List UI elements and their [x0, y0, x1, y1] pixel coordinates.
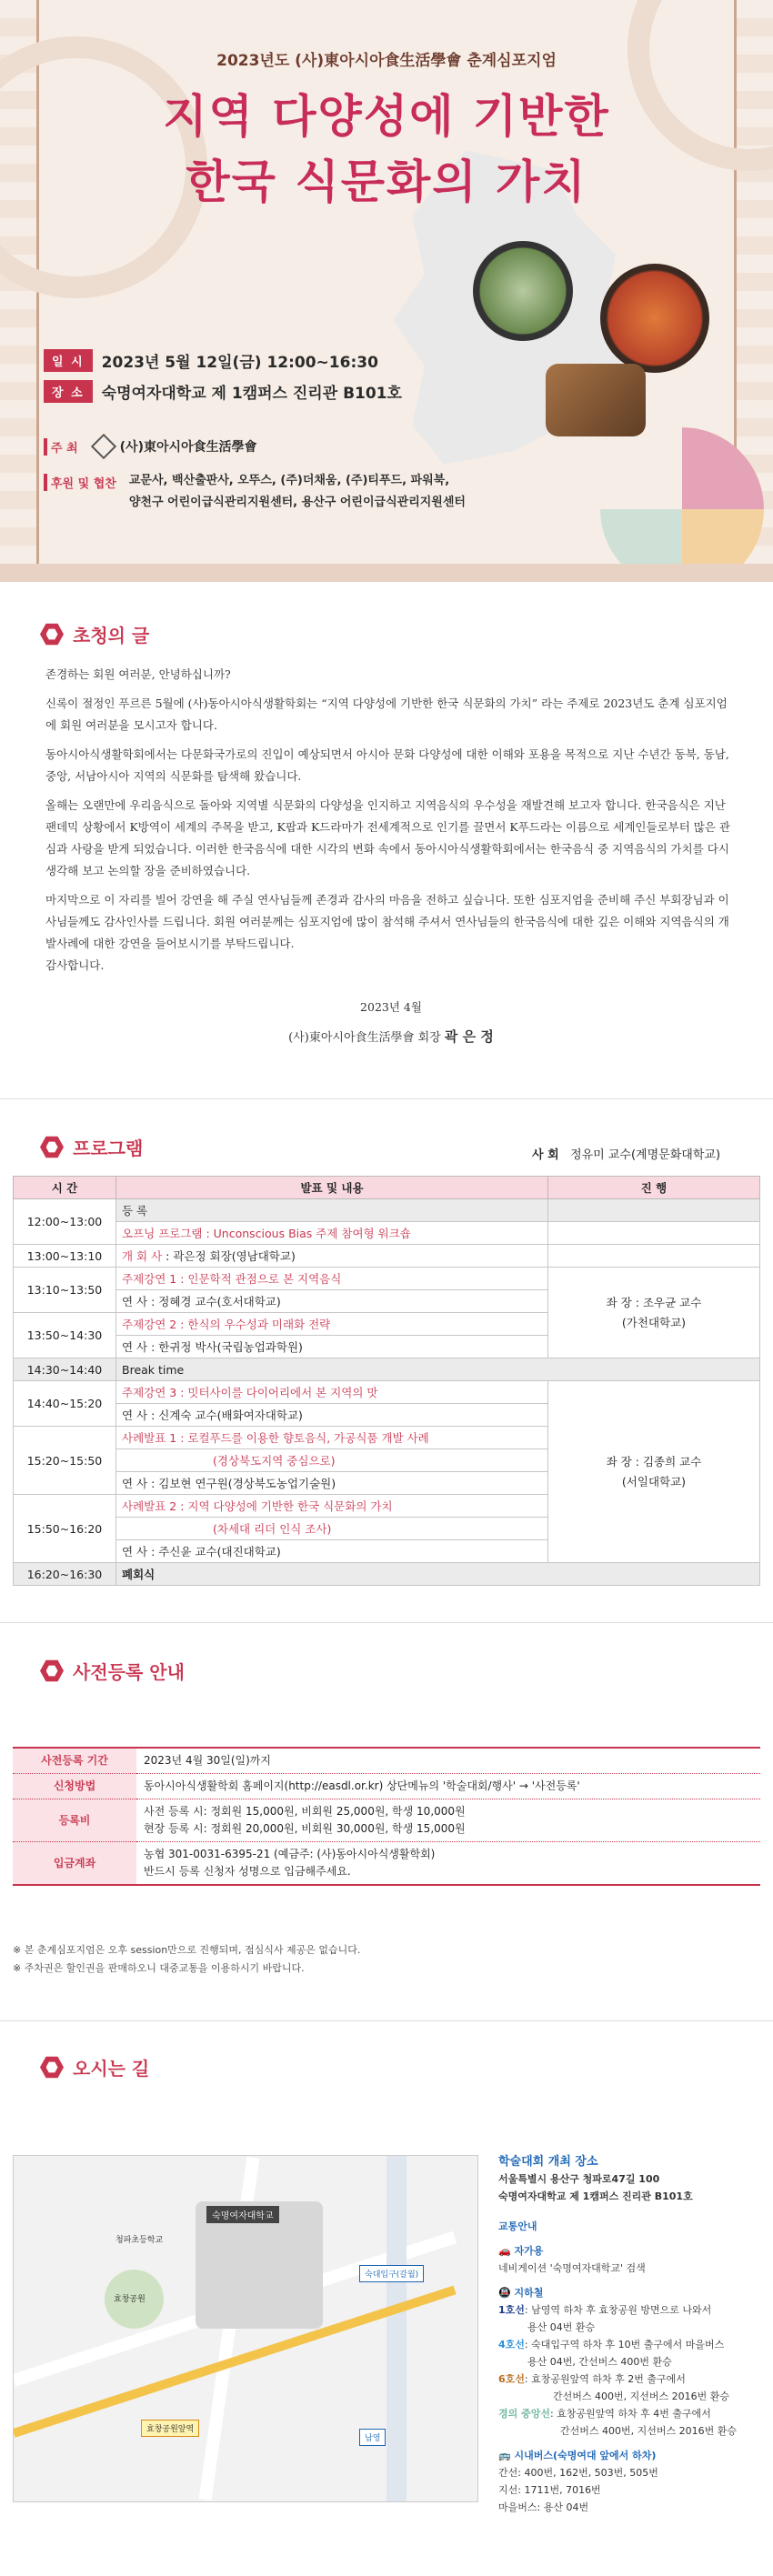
bus-icon: 🚌 — [498, 2450, 511, 2461]
speaker-text: : 김보현 연구원(경상북도농업기술원) — [147, 1477, 336, 1490]
letter-paragraph: 동아시아식생활학회에서는 다문화국가로의 진입이 예상되면서 아시아 문화 다양성에 대한 이해와 포용을 목적으로 지난 수년간 동북, 동남, 중앙, 서남아시아 지역의 식문화를 탐색해 왔습니다. — [45, 747, 729, 783]
table-row — [14, 1222, 760, 1245]
table-row — [14, 1358, 760, 1381]
time-cell: 14:40~15:20 — [14, 1381, 116, 1427]
hexagon-icon — [40, 623, 64, 647]
table-row — [14, 1381, 760, 1404]
method-label: 신청방법 — [13, 1774, 136, 1799]
note-line: ※ 본 춘계심포지엄은 오후 session만으로 진행되며, 점심식사 제공은 없습니다. — [13, 1944, 361, 1956]
map-label: 청파초등학교 — [115, 2236, 164, 2245]
chair-affiliation: (가천대학교) — [621, 1315, 687, 1329]
signature-name: 곽 은 정 — [444, 1028, 494, 1045]
content-cell: 등 록 — [116, 1199, 548, 1222]
host-row — [44, 437, 257, 456]
venue-title: 학술대회 개최 장소 — [498, 2155, 598, 2169]
account-line: 반드시 등록 신청자 성명으로 입금해주세요. — [144, 1865, 351, 1878]
car-heading — [498, 2242, 762, 2260]
content-cell: 폐회식 — [116, 1563, 760, 1586]
directions-heading — [40, 2054, 149, 2080]
moderator-value: 정유미 교수(계명문화대학교) — [570, 1148, 721, 1162]
session-text: : 밋터사이를 다이어리에서 본 지역의 맛 — [176, 1386, 378, 1399]
session-tag: 사례발표 2 — [122, 1499, 177, 1513]
table-row — [14, 1268, 760, 1290]
host-value: (사)東아시아食生活學會 — [119, 440, 257, 455]
col-time: 시 간 — [14, 1177, 116, 1199]
session-text: : 로컬푸드를 이용한 향토음식, 가공식품 개발 사례 — [176, 1431, 429, 1445]
content-cell: (경상북도지역 중심으로) — [116, 1449, 548, 1472]
map-label: 효창공원 — [114, 2295, 146, 2304]
date-value: 2023년 5월 12일(금) 12:00~16:30 — [101, 354, 378, 372]
station-label: 숙대입구(갈월) — [359, 2265, 424, 2282]
time-cell: 14:30~14:40 — [14, 1358, 116, 1381]
session-tag: 주제강연 1 — [122, 1272, 177, 1286]
bus-line: 마을버스: 용산 04번 — [498, 2501, 589, 2513]
time-cell: 13:50~14:30 — [14, 1313, 116, 1358]
time-cell: 16:20~16:30 — [14, 1563, 116, 1586]
date-label: 일 시 — [44, 349, 93, 372]
account-value — [136, 1842, 760, 1886]
content-cell — [116, 1245, 548, 1268]
map-label-campus: 숙명여자대학교 — [206, 2206, 279, 2223]
line-name: 6호선 — [498, 2373, 525, 2385]
chair-name: 좌 장 : 김종희 교수 — [606, 1454, 702, 1468]
bus-line: 간선: 400번, 162번, 503번, 505번 — [498, 2467, 658, 2479]
program-heading — [40, 1134, 143, 1160]
hexagon-icon — [40, 1659, 64, 1683]
content-cell — [116, 1472, 548, 1495]
subway-line-6 — [498, 2371, 762, 2388]
event-date-row — [44, 349, 378, 372]
content-cell: 오프닝 프로그램 : Unconscious Bias 주제 참여형 워크숍 — [116, 1222, 548, 1245]
subway-heading — [498, 2284, 762, 2301]
letter-greeting: 존경하는 회원 여러분, 안녕하십니까? — [45, 667, 231, 681]
table-row — [14, 1245, 760, 1268]
registration-heading — [40, 1658, 185, 1684]
sponsor-list — [129, 470, 466, 514]
speaker-text: : 주신윤 교수(대진대학교) — [147, 1545, 281, 1559]
sponsor-line: 교문사, 백산출판사, 오뚜스, (주)더채움, (주)티푸드, 파워북, — [128, 474, 450, 487]
speaker-tag: 연 사 — [122, 1545, 148, 1559]
method-value: 동아시아식생활학회 홈페이지(http://easdl.or.kr) 상단메뉴의 '학술대회/행사' → '사전등록' — [136, 1774, 760, 1799]
hexagon-icon — [40, 1136, 64, 1159]
account-line: 농협 301-0031-6395-21 (예금주: (사)동아시아식생활학회) — [144, 1848, 436, 1860]
place-value: 숙명여자대학교 제 1캠퍼스 진리관 B101호 — [101, 385, 402, 403]
table-row — [13, 1842, 760, 1886]
sponsor-line: 양천구 어린이급식관리지원센터, 용산구 어린이급식관리지원센터 — [128, 496, 466, 509]
hexagon-icon — [40, 2056, 64, 2080]
content-cell — [116, 1540, 548, 1563]
period-value: 2023년 4월 30일(일)까지 — [136, 1748, 760, 1774]
hero-banner — [0, 0, 773, 582]
transport-heading: 교통안내 — [498, 2220, 537, 2232]
content-cell — [116, 1313, 548, 1336]
table-header-row — [14, 1177, 760, 1199]
line-text: 간선버스 400번, 지선버스 2016번 환승 — [553, 2391, 729, 2402]
note-line: ※ 주차권은 할인권을 판매하오니 대중교통을 이용하시기 바랍니다. — [13, 1962, 305, 1974]
fan-decoration — [600, 427, 764, 582]
subway-icon: 🚇 — [498, 2287, 511, 2299]
host-label: 주 최 — [44, 438, 85, 456]
speaker-tag: 연 사 — [122, 1408, 148, 1422]
table-row — [13, 1774, 760, 1799]
station-label: 효창공원앞역 — [141, 2420, 199, 2437]
venue-room: 숙명여자대학교 제 1캠퍼스 진리관 B101호 — [498, 2190, 693, 2202]
moderator — [532, 1145, 720, 1162]
table-row — [14, 1199, 760, 1222]
speaker-tag: 연 사 — [122, 1340, 148, 1354]
col-content: 발표 및 내용 — [116, 1177, 548, 1199]
fee-line: 현장 등록 시: 정회원 20,000원, 비회원 30,000원, 학생 15,000원 — [144, 1822, 466, 1835]
car-icon: 🚗 — [498, 2245, 511, 2257]
chair-cell — [548, 1199, 760, 1222]
session-tag: 주제강연 3 — [122, 1386, 177, 1399]
chair-affiliation: (서일대학교) — [621, 1474, 687, 1488]
hero-bottom-band — [0, 564, 773, 582]
content-cell: Break time — [116, 1358, 760, 1381]
letter-paragraph: 마지막으로 이 자리를 빌어 강연을 해 주실 연사님들께 존경과 감사의 마음을 전하고 싶습니다. 또한 심포지엄을 준비해 주신 부회장님과 이사님들께도 감사인사를 드립니다. 회원 여러분께는 심포지엄에 많이 참석해 주셔서 연사님들의 한국음식에 대한 깊은 이해와 지역음식의 개발사례에 대한 강연을 들어보시기를 부탁드립니다. — [45, 893, 729, 950]
speaker-text: : 한귀정 박사(국립농업과학원) — [147, 1340, 303, 1354]
sponsor-label: 후원 및 협찬 — [44, 474, 124, 491]
signature-org: (사)東아시아食生活學會 회장 — [288, 1031, 445, 1045]
content-cell — [116, 1404, 548, 1427]
line-text: 간선버스 400번, 지선버스 2016번 환승 — [560, 2425, 737, 2437]
subway-label: 지하철 — [514, 2287, 544, 2299]
section-divider — [0, 1622, 773, 1623]
speaker-tag: 연 사 — [122, 1295, 148, 1308]
food-bibimbap-image — [473, 241, 573, 341]
line-text: : 숙대입구역 하차 후 10번 출구에서 마을버스 — [524, 2339, 725, 2350]
letter-thanks: 감사합니다. — [45, 958, 105, 972]
line-name: 4호선 — [498, 2339, 525, 2350]
hero-title-line1: 지역 다양성에 기반한 — [163, 90, 610, 143]
content-cell — [116, 1381, 548, 1404]
subway-line-4 — [498, 2336, 762, 2353]
line-text: : 남영역 하차 후 효창공원 방면으로 나와서 — [524, 2304, 712, 2316]
letter-paragraph: 신록이 절정인 푸르른 5월에 (사)동아시아식생활학회는 “지역 다양성에 기반한 한국 식문화의 가치” 라는 주제로 2023년도 춘계 심포지엄에 회원 여러분을 모시고자 합니다. — [45, 697, 728, 732]
line-name: 경의 중앙선 — [498, 2408, 550, 2420]
col-chair: 진 행 — [548, 1177, 760, 1199]
society-logo-icon — [91, 434, 116, 459]
letter-date: 2023년 4월 — [360, 1000, 422, 1014]
food-stew-image — [600, 264, 709, 373]
chair-cell — [548, 1245, 760, 1268]
period-label: 사전등록 기간 — [13, 1748, 136, 1774]
time-cell: 12:00~13:00 — [14, 1199, 116, 1245]
session-text: : 한식의 우수성과 미래화 전략 — [176, 1318, 331, 1331]
location-map[interactable] — [13, 2155, 478, 2502]
fee-value — [136, 1799, 760, 1842]
speaker-tag: 연 사 — [122, 1477, 148, 1490]
content-cell — [116, 1427, 548, 1449]
car-label: 자가용 — [514, 2245, 544, 2257]
map-road — [386, 2156, 407, 2501]
registration-table — [13, 1747, 760, 1886]
content-cell: (차세대 리더 인식 조사) — [116, 1518, 548, 1540]
line-text: : 효창공원앞역 하차 후 2번 출구에서 — [524, 2373, 686, 2385]
chair-name: 좌 장 : 조우균 교수 — [606, 1295, 702, 1309]
section-title: 초청의 글 — [73, 625, 150, 647]
session-tag: 주제강연 2 — [122, 1318, 177, 1331]
chair-cell — [548, 1268, 760, 1358]
content-cell — [116, 1336, 548, 1358]
sponsor-row — [44, 474, 466, 514]
table-row — [14, 1563, 760, 1586]
time-cell: 13:00~13:10 — [14, 1245, 116, 1268]
bus-heading — [498, 2447, 762, 2464]
car-text: 네비게이션 '숙명여자대학교' 검색 — [498, 2262, 646, 2274]
line-name: 1호선 — [498, 2304, 525, 2316]
venue-address: 서울특별시 용산구 청파로47길 100 — [498, 2173, 660, 2185]
section-divider — [0, 1098, 773, 1099]
directions-info — [498, 2153, 762, 2516]
hero-subtitle: 2023년도 (사)東아시아食生活學會 춘계심포지엄 — [216, 52, 557, 70]
time-cell: 13:10~13:50 — [14, 1268, 116, 1313]
table-row — [13, 1748, 760, 1774]
session-tag: 개 회 사 — [122, 1249, 163, 1263]
line-text: 용산 04번 환승 — [527, 2321, 596, 2333]
session-text: : 지역 다양성에 기반한 한국 식문화의 가치 — [176, 1499, 393, 1513]
bus-line: 지선: 1711번, 7016번 — [498, 2484, 601, 2496]
invitation-heading — [40, 621, 149, 647]
moderator-label: 사 회 — [532, 1148, 559, 1162]
subway-line-gyeongui — [498, 2405, 762, 2422]
hero-title-line2: 한국 식문화의 가치 — [186, 155, 587, 208]
line-text: : 효창공원앞역 하차 후 4번 출구에서 — [549, 2408, 711, 2420]
station-label: 남영 — [359, 2429, 386, 2446]
session-text: : 곽은정 회장(영남대학교) — [162, 1249, 296, 1263]
session-text: : 인문학적 관점으로 본 지역음식 — [176, 1272, 342, 1286]
time-cell: 15:20~15:50 — [14, 1427, 116, 1495]
section-title: 프로그램 — [73, 1138, 144, 1159]
account-label: 입금계좌 — [13, 1842, 136, 1886]
section-title: 사전등록 안내 — [73, 1661, 185, 1683]
content-cell — [116, 1495, 548, 1518]
invitation-letter — [45, 664, 737, 1057]
chair-cell — [548, 1222, 760, 1245]
event-place-row — [44, 380, 402, 403]
letter-signature — [45, 1026, 737, 1049]
content-cell — [116, 1290, 548, 1313]
speaker-text: : 정혜경 교수(호서대학교) — [147, 1295, 281, 1308]
bus-label: 시내버스(숙명여대 앞에서 하차) — [514, 2450, 657, 2461]
time-cell: 15:50~16:20 — [14, 1495, 116, 1563]
section-title: 오시는 길 — [73, 2058, 150, 2080]
fee-label: 등록비 — [13, 1799, 136, 1842]
registration-notes — [13, 1941, 360, 1978]
subway-line-1 — [498, 2301, 762, 2319]
line-text: 용산 04번, 간선버스 400번 환승 — [527, 2356, 672, 2368]
session-tag: 사례발표 1 — [122, 1431, 177, 1445]
speaker-text: : 신계숙 교수(배화여자대학교) — [147, 1408, 303, 1422]
chair-cell — [548, 1381, 760, 1563]
letter-paragraph: 올해는 오랜만에 우리음식으로 돌아와 지역별 식문화의 다양성을 인지하고 지역음식의 우수성을 재발견해 보고자 합니다. 한국음식은 지난 팬데믹 상황에서 K방역이 세계의 주목을 받고, K팝과 K드라마가 전세계적으로 인기를 끌면서 K푸드라는 이름으로 세계인들로부터 많은 관심과 사랑을 받게 되었습니다. 이러한 한국음식에 대한 시각의 변화 속에서 동아시아식생활학회에서는 한국음식 중 지역음식의 가치를 다시 생각해 보고 논의할 장을 준비하였습니다. — [45, 798, 730, 877]
place-label: 장 소 — [44, 380, 93, 403]
food-dish-image — [546, 364, 646, 436]
section-divider — [0, 2020, 773, 2021]
content-cell — [116, 1268, 548, 1290]
program-table — [13, 1176, 760, 1586]
table-row — [13, 1799, 760, 1842]
fee-line: 사전 등록 시: 정회원 15,000원, 비회원 25,000원, 학생 10,000원 — [144, 1805, 466, 1818]
